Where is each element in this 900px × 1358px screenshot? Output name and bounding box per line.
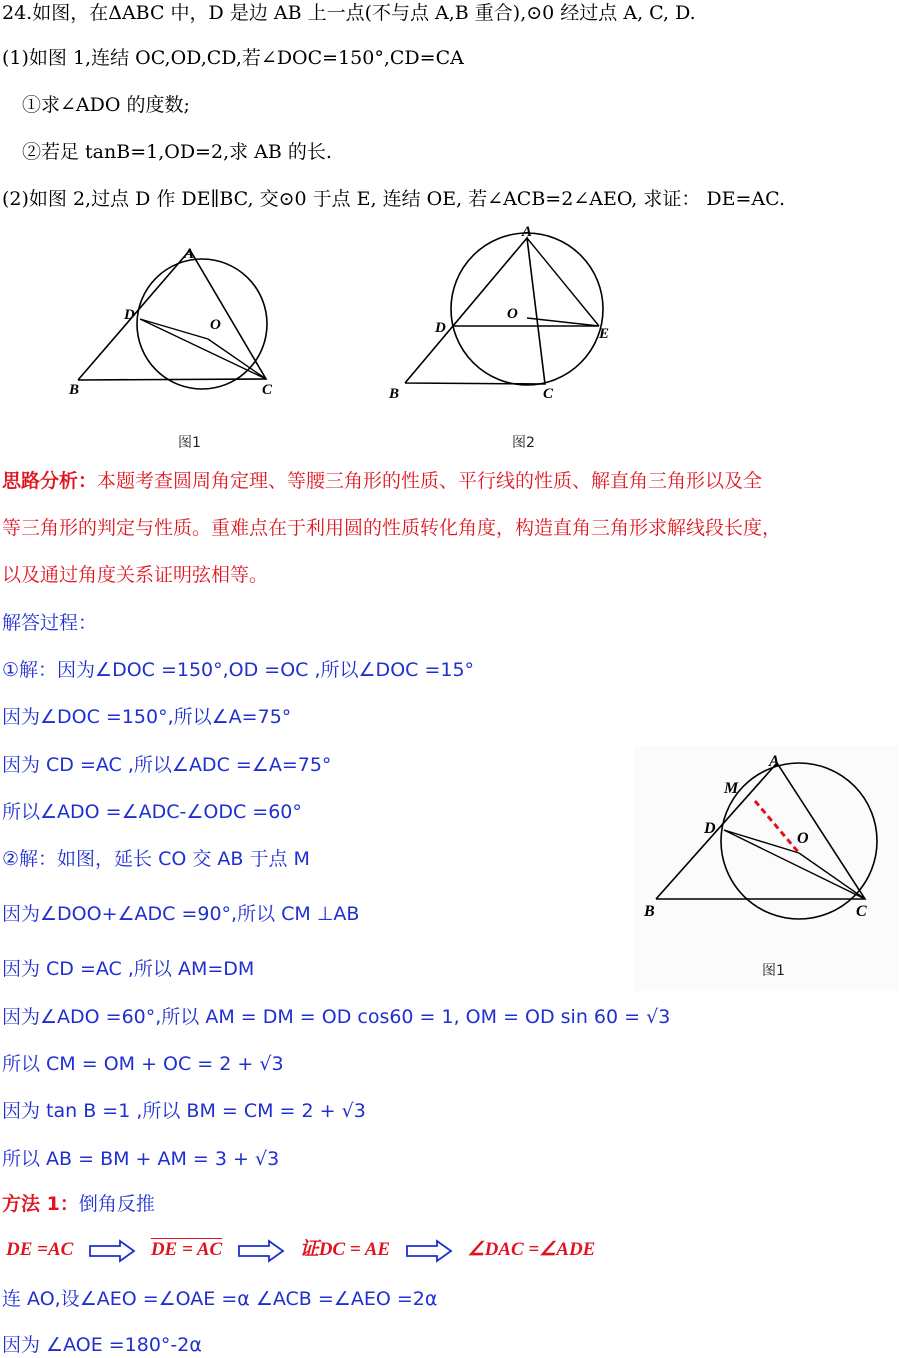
problem-line-5: (2)如图 2,过点 D 作 DE∥BC, 交⊙0 于点 E, 连结 OE, 若∠ACB=2∠AEO, 求证： DE=AC. [2, 188, 786, 210]
problem-line-3: ①求∠ADO 的度数; [22, 94, 190, 116]
solution-step-1: ①解：因为∠DOC =150°,OD =OC ,所以∠DOC =15° [2, 659, 475, 681]
analysis-heading: 思路分析： [2, 470, 98, 492]
figure-2-caption: 图2 [512, 435, 535, 451]
method1-chain-2: DE = AC [150, 1239, 223, 1260]
problem-line-2: (1)如图 1,连结 OC,OD,CD,若∠DOC=150°,CD=CA [2, 47, 464, 69]
method1-line-2: 连 AO,设∠AEO =∠OAE =α ∠ACB =∠AEO =2α [2, 1288, 438, 1310]
fig2-label-c: C [543, 386, 554, 402]
fig1-label-o: O [210, 317, 221, 333]
fig3-label-o: O [797, 830, 809, 847]
figure-3 [634, 746, 898, 991]
fig1-dc [140, 319, 266, 379]
solution-step-3: 因为 CD =AC ,所以∠ADC =∠A=75° [2, 754, 332, 776]
analysis-line-3: 以及通过角度关系证明弦相等。 [2, 564, 269, 586]
fig1-do [140, 319, 208, 339]
method1-chain-4: ∠DAC =∠ADE [467, 1239, 596, 1260]
problem-line-1: 24.如图，在ΔABC 中，D 是边 AB 上一点(不与点 A,B 重合),⊙0 经过点 A, C, D. [2, 2, 696, 24]
arrow-icon [405, 1239, 453, 1263]
solution-step-2: 因为∠DOC =150°,所以∠A=75° [2, 706, 292, 728]
solution-step-8: 因为∠ADO =60°,所以 AM = DM = OD cos60 = 1, OM = OD sin 60 = √3 [2, 1006, 671, 1028]
solution-step-7: 因为 CD =AC ,所以 AM=DM [2, 958, 255, 980]
method1-chain-1: DE =AC [6, 1239, 74, 1260]
solution-step-4: 所以∠ADO =∠ADC-∠ODC =60° [2, 801, 302, 823]
solution-step-5: ②解：如图，延长 CO 交 AB 于点 M [2, 848, 310, 870]
method1-chain [6, 1237, 595, 1263]
fig2-ae [527, 238, 599, 326]
fig2-label-b: B [389, 386, 400, 402]
analysis-line-1 [2, 468, 762, 494]
fig2-triangle [405, 238, 545, 384]
fig1-label-c: C [262, 382, 273, 398]
method1-chain-3: 证DC = AE [299, 1239, 391, 1260]
solution-step-11: 所以 AB = BM + AM = 3 + √3 [2, 1148, 280, 1170]
solution-step-6: 因为∠DOO+∠ADC =90°,所以 CM ⊥AB [2, 903, 360, 925]
fig1-label-b: B [69, 382, 80, 398]
fig3-label-m: M [724, 780, 739, 797]
fig2-circle [451, 233, 603, 385]
fig3-label-d: D [704, 820, 716, 837]
solution-step-10: 因为 tan B =1 ,所以 BM = CM = 2 + √3 [2, 1100, 366, 1122]
figure-1-caption: 图1 [178, 435, 201, 451]
problem-line-4: ②若足 tanB=1,OD=2,求 AB 的长. [22, 141, 332, 163]
fig2-label-o: O [507, 306, 518, 322]
analysis-text-1: 本题考查圆周角定理、等腰三角形的性质、平行线的性质、解直角三角形以及全 [97, 470, 763, 492]
fig3-label-c: C [856, 903, 867, 920]
fig2-label-a: A [522, 224, 533, 240]
fig3-label-b: B [644, 903, 655, 920]
analysis-line-2: 等三角形的判定与性质。重难点在于利用圆的性质转化角度，构造直角三角形求解线段长度， [2, 517, 782, 539]
arrow-icon [237, 1239, 285, 1263]
method1-line-3: 因为 ∠AOE =180°-2α [2, 1334, 202, 1356]
fig1-label-d: D [124, 307, 135, 323]
method1-title: 倒角反推 [78, 1193, 155, 1215]
fig2-label-e: E [599, 326, 610, 342]
arrow-icon [88, 1239, 136, 1263]
solution-step-9: 所以 CM = OM + OC = 2 + √3 [2, 1053, 284, 1075]
fig2-label-d: D [435, 320, 446, 336]
figure-3-caption: 图1 [762, 963, 785, 979]
figure-1 [60, 235, 320, 415]
fig1-label-a: A [184, 246, 195, 262]
method1-heading-line [2, 1191, 155, 1217]
fig3-label-a: A [769, 753, 780, 770]
method1-heading: 方法 1： [2, 1193, 79, 1215]
solution-heading: 解答过程： [2, 612, 98, 634]
figure-2 [385, 220, 625, 410]
